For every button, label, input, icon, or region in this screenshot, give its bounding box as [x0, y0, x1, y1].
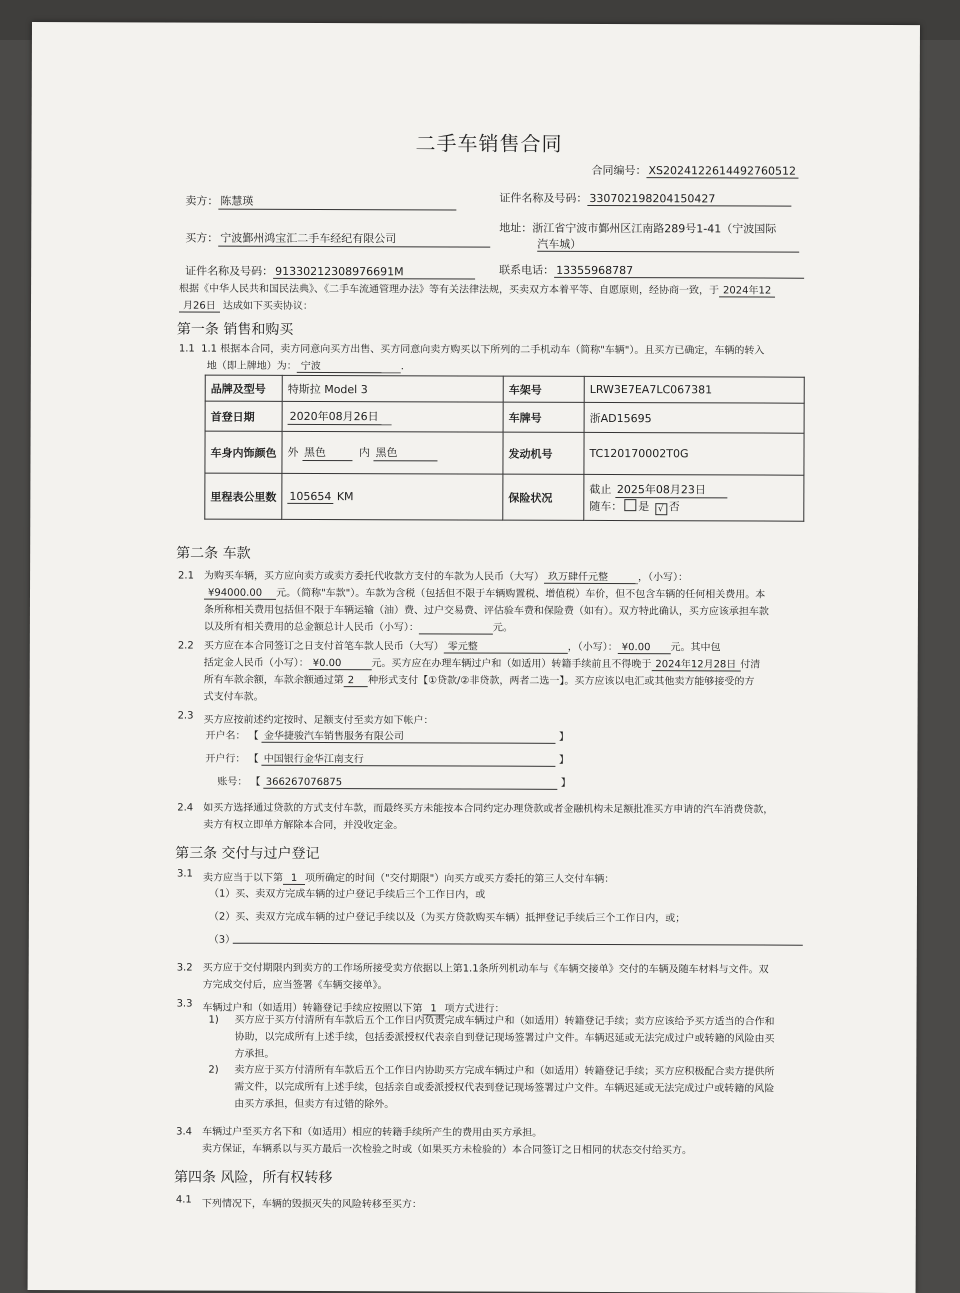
- article-1-heading: 第一条 销售和购买: [176, 321, 294, 338]
- plate-label: 车牌号: [503, 402, 584, 432]
- insurance-cell: 截止 2025年08月23日 随车： 是 √ 否: [584, 474, 804, 521]
- exterior-color: 黑色: [302, 444, 352, 461]
- clause-3-2: 买方应于交付期限内到卖方的工作场所接受卖方依据以上第1.1条所列机动车与《车辆交接单》交付的车辆及随车材料与文件。双 方完成交付后，应当签署《车辆交接单》。: [202, 962, 769, 992]
- first-payment-upper: 零元整: [444, 641, 568, 653]
- first-payment-small: ¥0.00: [618, 642, 671, 654]
- contract-number-value: XS2024122614492760512: [646, 164, 798, 179]
- engine-value: TC120170002T0G: [584, 432, 804, 475]
- payment-option: 2: [344, 675, 368, 687]
- preamble: 根据《中华人民共和国民法典》、《二手车流通管理办法》等有关法律法规，买卖双方本着平等、自愿原则，经协商一致，于 2024年12 月26日 达成如下买卖协议：: [179, 281, 819, 317]
- document-title: 二手车销售合同: [415, 131, 563, 156]
- clause-3-3-2-num: 2): [208, 1064, 219, 1076]
- clause-3-1-item2: （2）买、卖双方完成车辆的过户登记手续以及（为买方贷款购买车辆）抵押登记手续后三个工作日内，或；: [208, 911, 686, 925]
- delivery-option: 1: [283, 873, 305, 885]
- clause-3-3-1-num: 1): [208, 1014, 219, 1026]
- account-bank-row: 开户行： 【 中国银行金华江南支行 】: [205, 750, 569, 767]
- clause-2-3-num: 2.3: [177, 710, 194, 722]
- clause-2-1: 为购买车辆，买方应向卖方或卖方委托代收款方支付的车款为人民币（大写） 玖万肆仟元整 ，（小写）： ¥94000.00 元。（简称"车款"）。车款为含税（包括但不限于车辆购置税、增值税）车价，但不包含车辆的任何相关费用。本 条所称相关费用包括但不限于车辆运输（油）费、过户交易费、评估验车费和保险费（如有）。双方特此确认，买方应该承担车款 以及所有相关费用的总金额总计人民币（小写）： 元。: [203, 570, 769, 634]
- color-cell: 外 黑色 内 黑色: [282, 431, 503, 474]
- clause-3-2-num: 3.2: [176, 962, 193, 974]
- interior-color: 黑色: [373, 444, 437, 461]
- brand-value: 特斯拉 Model 3: [282, 375, 503, 402]
- buyer-address-line2: 汽车城）: [537, 237, 582, 251]
- account-name-row: 开户名： 【 金华捷骏汽车销售服务有限公司 】: [205, 727, 569, 744]
- brand-label: 品牌及型号: [205, 375, 282, 401]
- buyer-id: 证件名称及号码： 91330212308976691M: [185, 263, 475, 280]
- clause-2-1-num: 2.1: [178, 570, 194, 582]
- balance-due-date: 2024年12月28日: [651, 659, 740, 671]
- clause-2-4-num: 2.4: [177, 802, 194, 814]
- buyer-phone-value: 13355968787: [554, 264, 804, 279]
- insurance-label: 保险状况: [503, 474, 584, 520]
- vehicle-info-table: [204, 375, 805, 522]
- clause-3-1-item1: （1）买、卖双方完成车辆的过户登记手续后三个工作日内，或: [208, 888, 486, 901]
- contract-number: 合同编号： XS2024122614492760512: [591, 163, 797, 178]
- insurance-yes-checkbox[interactable]: [624, 499, 636, 511]
- mileage-value: 105654: [287, 489, 333, 503]
- account-number-row: 账号： 【 366267076875 】: [217, 776, 571, 789]
- seller: 卖方： 陈慧瑛: [185, 193, 456, 211]
- contract-page: [28, 22, 920, 1293]
- register-city: 宁波: [297, 361, 401, 373]
- clause-3-1: 卖方应当于以下第 1 项所确定的时间（"交付期限"）向买方或买方委托的第三人交付车辆：: [202, 872, 615, 886]
- insurance-no-checkbox[interactable]: √: [655, 503, 667, 515]
- reg-date-label: 首登日期: [205, 401, 282, 431]
- buyer-address: 地址：浙江省宁波市鄞州区江南路289号1-41（宁波国际: [499, 221, 777, 236]
- total-amount: [419, 622, 493, 634]
- clause-1-1: 1.1 1.1 根据本合同，卖方同意向买方出售、买方同意向卖方购买以下所列的二手机动车（简称"车辆"）。且买方已确定，车辆的转入 地（即上牌地）为： 宁波 .: [178, 343, 765, 373]
- clause-3-4: 车辆过户至买方名下和（如适用）相应的转籍手续所产生的费用由买方承担。 卖方保证，车辆系以与买方最后一次检验之时或（如果买方未检验的）本合同签订之日相同的状态交付给买方。: [202, 1126, 693, 1157]
- clause-3-3-num: 3.3: [176, 998, 193, 1010]
- clause-3-1-num: 3.1: [177, 868, 193, 880]
- color-label: 车身内饰颜色: [205, 431, 282, 473]
- mileage-cell: 105654 KM: [282, 473, 503, 520]
- seller-name: 陈慧瑛: [218, 193, 456, 211]
- buyer: 买方： 宁波鄞州鸿宝汇二手车经纪有限公司: [185, 230, 490, 248]
- clause-3-4-num: 3.4: [176, 1126, 193, 1138]
- article-4-heading: 第四条 风险，所有权转移: [173, 1169, 333, 1187]
- clause-2-2-num: 2.2: [177, 640, 194, 652]
- buyer-name: 宁波鄞州鸿宝汇二手车经纪有限公司: [218, 230, 490, 248]
- seller-id: 证件名称及号码： 330702198204150427: [499, 190, 791, 207]
- clause-2-3: 买方应按前述约定按时、足额支付至卖方如下帐户：: [203, 714, 434, 727]
- transfer-option: 1: [423, 1003, 445, 1015]
- article-2-heading: 第二条 车款: [176, 545, 251, 562]
- clause-3-3-1: 买方应于买方付清所有车款后五个工作日内负责完成车辆过户和（如适用）转籍登记手续；卖方应该给予买方适当的合作和 协助，以完成所有上述手续，包括委派授权代表亲自到登记现场签署过户文件。车辆迟延或无法完成过户或转籍的风险由买 方承担。: [234, 1014, 775, 1060]
- price-upper: 玖万肆仟元整: [544, 572, 638, 584]
- article-3-heading: 第三条 交付与过户登记: [175, 845, 320, 863]
- deposit-amount: ¥0.00: [309, 658, 372, 670]
- clause-4-1-num: 4.1: [175, 1194, 192, 1206]
- reg-date-value: 2020年08月26日: [288, 408, 392, 425]
- clause-2-2: 买方应在本合同签订之日支付首笔车款人民币（大写） 零元整 ，（小写）： ¥0.00 元。其中包 括定金人民币（小写）： ¥0.00 元。买方应在办理车辆过户和（如适用）转籍手续前且不得晚于 2024年12月28日 付清 所有车款余额，车款余额通过第 2 种形式支付【①贷款/②非贷款，两者二选一】。买方应该以电汇或其他卖方能够接受的方 式支付车款。: [203, 640, 761, 703]
- clause-3-3-2: 卖方应于买方付清所有车款后五个工作日内协助买方完成车辆过户和（如适用）转籍登记手续；买方应积极配合卖方提供所 需文件，以完成所有上述手续，包括亲自或委派授权代表到登记现场签署过户文件。车辆迟延或无法完成过户或转籍的风险 由买方承担，但卖方有过错的除外。: [234, 1064, 775, 1111]
- account-number: 366267076875: [264, 777, 558, 790]
- clause-3-3: 车辆过户和（如适用）转籍登记手续应按照以下第 1 项方式进行：: [202, 1002, 505, 1015]
- plate-value: 浙AD15695: [584, 402, 804, 433]
- price-small: ¥94000.00: [204, 588, 276, 600]
- clause-4-1: 下列情况下，车辆的毁损灭失的风险转移至买方：: [201, 1198, 422, 1211]
- buyer-id-value: 91330212308976691M: [273, 265, 475, 280]
- account-bank: 中国银行金华江南支行: [262, 750, 556, 767]
- clause-3-1-item3: （3）: [208, 934, 236, 946]
- seller-id-value: 330702198204150427: [587, 192, 791, 207]
- vin-label: 车架号: [503, 376, 584, 402]
- clause-2-4: 如买方选择通过贷款的方式支付车款，而最终买方未能按本合同约定办理贷款或者金融机构未足额批准买方申请的汽车消费贷款， 卖方有权立即单方解除本合同，并没收定金。: [203, 802, 774, 832]
- vin-value: LRW3E7EA7LC067381: [584, 376, 804, 403]
- engine-label: 发动机号: [503, 432, 584, 474]
- buyer-phone: 联系电话： 13355968787: [499, 262, 804, 279]
- mileage-label: 里程表公里数: [205, 473, 282, 519]
- insurance-until: 2025年08月23日: [615, 481, 727, 498]
- reg-date-cell: [282, 401, 503, 432]
- account-name: 金华捷骏汽车销售服务有限公司: [262, 727, 556, 744]
